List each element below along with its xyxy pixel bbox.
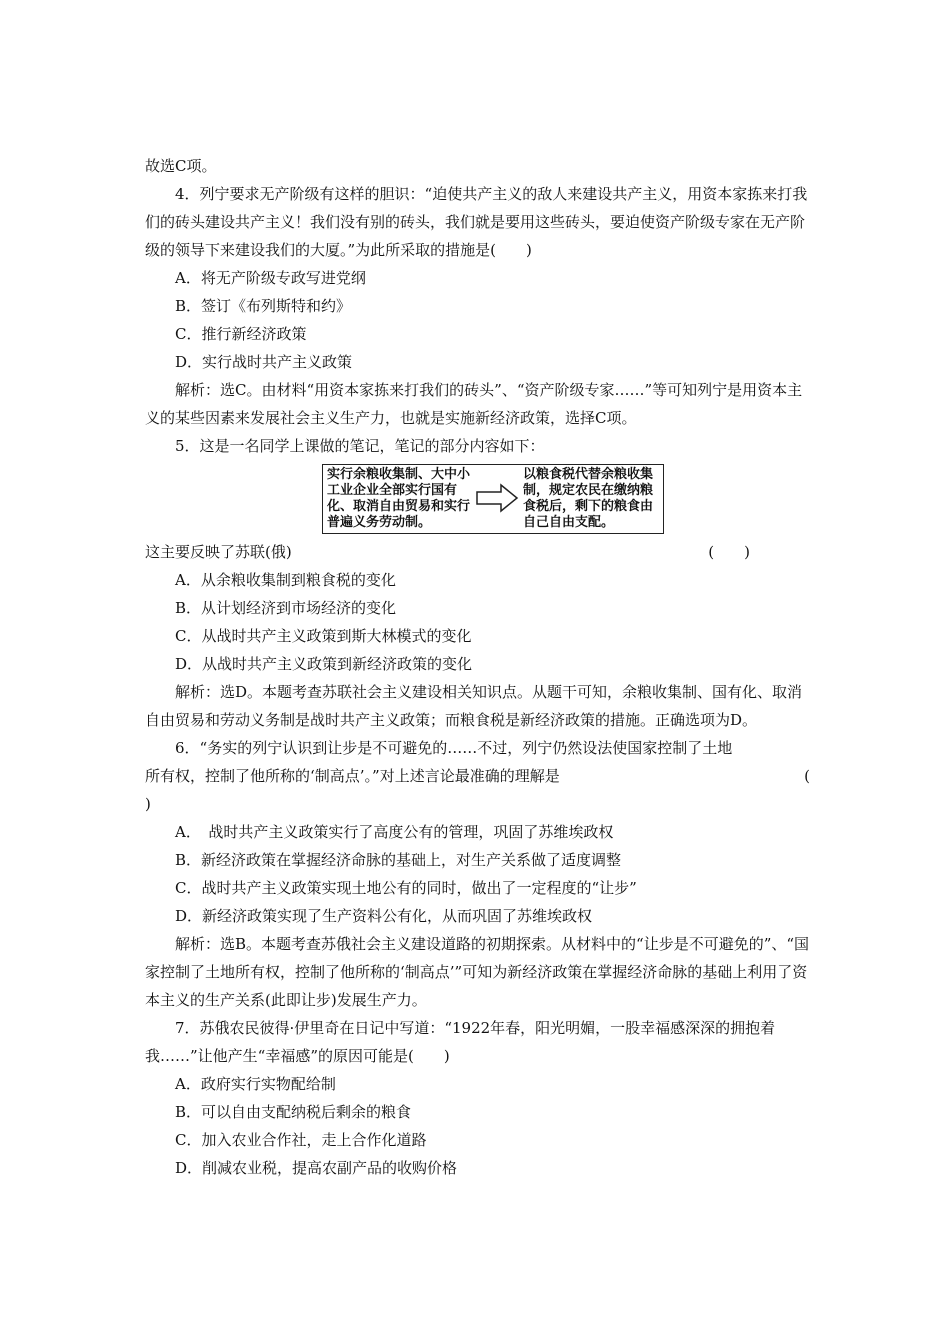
question-4-option-a: A．将无产阶级专政写进党纲 bbox=[175, 269, 366, 287]
question-6-paren-open: ( bbox=[804, 767, 810, 785]
question-6-option-a: A． 战时共产主义政策实行了高度公有的管理，巩固了苏维埃政权 bbox=[175, 823, 614, 841]
question-5-answer-paren: ( ) bbox=[708, 543, 750, 561]
question-6-option-d: D．新经济政策实现了生产资料公有化，从而巩固了苏维埃政权 bbox=[175, 907, 593, 925]
question-5-option-b: B．从计划经济到市场经济的变化 bbox=[175, 599, 397, 617]
question-6-option-b: B．新经济政策在掌握经济命脉的基础上，对生产关系做了适度调整 bbox=[175, 851, 622, 869]
question-7-option-d: D．削减农业税，提高农副产品的收购价格 bbox=[175, 1159, 458, 1177]
question-7-option-a: A．政府实行实物配给制 bbox=[175, 1075, 336, 1093]
question-4-option-c: C．推行新经济政策 bbox=[175, 325, 307, 343]
diagram-right-text: 以粮食税代替余粮收集制，规定农民在缴纳粮食税后，剩下的粮食由自己自由支配。 bbox=[523, 467, 654, 530]
question-4-option-b: B．签订《布列斯特和约》 bbox=[175, 297, 352, 315]
question-7-option-b: B．可以自由支配纳税后剩余的粮食 bbox=[175, 1103, 412, 1121]
diagram-left-text: 实行余粮收集制、大中小工业企业全部实行国有化、取消自由贸易和实行普遍义务劳动制。 bbox=[327, 467, 471, 530]
question-5-option-c: C．从战时共产主义政策到斯大林模式的变化 bbox=[175, 627, 472, 645]
previous-answer-tail: 故选C项。 bbox=[145, 157, 217, 175]
question-5-analysis: 解析：选D。本题考查苏联社会主义建设相关知识点。从题干可知，余粮收集制、国有化、取消自由贸易和劳动义务制是战时共产主义政策；而粮食税是新经济政策的措施。正确选项为D。 bbox=[145, 683, 803, 729]
question-6-stem-line2: 所有权，控制了他所称的‘制高点’。”对上述言论最准确的理解是 bbox=[145, 767, 560, 785]
question-4-analysis: 解析：选C。由材料“用资本家拣来打我们的砖头”、“资产阶级专家……”等可知列宁是用资本主义的某些因素来发展社会主义生产力，也就是实施新经济政策，选择C项。 bbox=[145, 381, 803, 427]
question-6-stem-line1: 6．“务实的列宁认识到让步是不可避免的……不过，列宁仍然设法使国家控制了土地 bbox=[175, 739, 733, 757]
question-5-option-a: A．从余粮收集制到粮食税的变化 bbox=[175, 571, 396, 589]
question-5-stem2-row bbox=[145, 538, 810, 566]
question-5-stem2: 这主要反映了苏联(俄) bbox=[145, 543, 292, 561]
right-arrow-icon bbox=[475, 483, 519, 513]
question-6-stem-line2-row bbox=[145, 762, 810, 790]
question-6-paren-close: ) bbox=[145, 795, 151, 813]
question-5-option-d: D．从战时共产主义政策到新经济政策的变化 bbox=[175, 655, 473, 673]
document-page bbox=[145, 152, 810, 1182]
question-7-stem: 7．苏俄农民彼得·伊里奇在日记中写道：“1922年春，阳光明媚，一股幸福感深深的拥抱着我……”让他产生“幸福感”的原因可能是( ) bbox=[145, 1019, 776, 1065]
question-6-option-c: C．战时共产主义政策实现土地公有的同时，做出了一定程度的“让步” bbox=[175, 879, 637, 897]
question-4-option-d: D．实行战时共产主义政策 bbox=[175, 353, 353, 371]
notes-diagram bbox=[322, 464, 664, 534]
question-5-stem: 5．这是一名同学上课做的笔记，笔记的部分内容如下： bbox=[175, 437, 545, 455]
question-7-option-c: C．加入农业合作社，走上合作化道路 bbox=[175, 1131, 427, 1149]
question-6-analysis: 解析：选B。本题考查苏俄社会主义建设道路的初期探索。从材料中的“让步是不可避免的”、“国家控制了土地所有权，控制了他所称的‘制高点’”可知为新经济政策在掌握经济命脉的基础上利用了资本主义的生产关系(此即让步)发展生产力。 bbox=[145, 935, 810, 1009]
question-4-stem: 4．列宁要求无产阶级有这样的胆识：“迫使共产主义的敌人来建设共产主义，用资本家拣来打我们的砖头建设共产主义！我们没有别的砖头，我们就是要用这些砖头，要迫使资产阶级专家在无产阶级的领导下来建设我们的大厦。”为此所采取的措施是( ) bbox=[145, 185, 808, 259]
